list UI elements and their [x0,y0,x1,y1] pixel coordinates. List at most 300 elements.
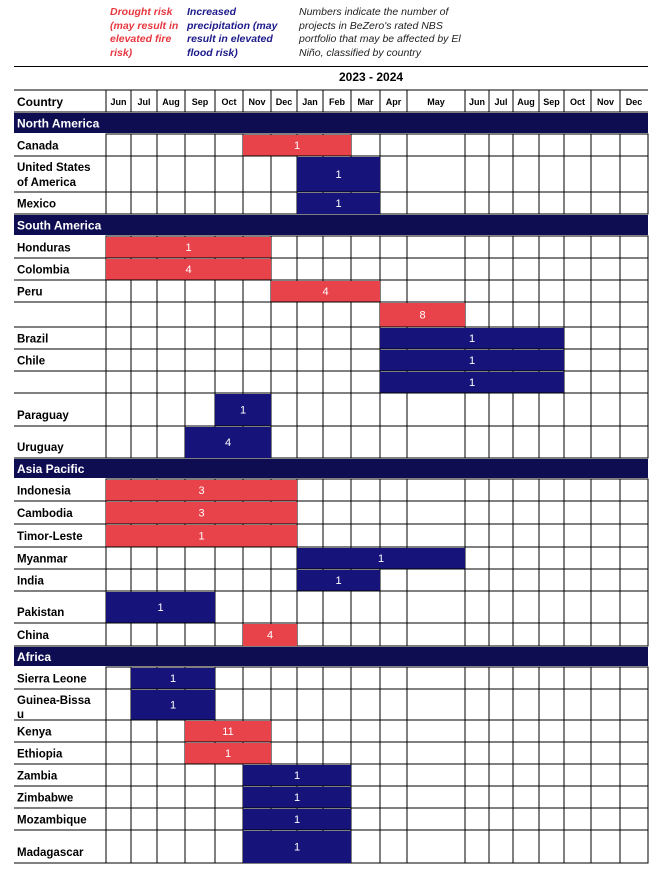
bar-count-label: 1 [157,602,164,614]
bar-count-label: 1 [224,748,232,760]
grid-cell [465,689,489,720]
month-header-3: Aug [162,97,180,107]
grid-cell [243,667,271,689]
grid-cell [513,524,539,547]
grid-cell [513,569,539,591]
grid-cell [323,479,351,501]
grid-cell [620,426,648,458]
grid-cell [215,623,243,646]
grid-cell [564,764,591,786]
grid-cell [351,808,380,830]
grid-cell [465,236,489,258]
grid-cell [271,302,297,327]
bar-count-label: 1 [335,198,342,210]
country-label: Myanmar [17,553,68,566]
grid-cell [380,236,407,258]
grid-cell [157,349,185,371]
grid-cell [465,524,489,547]
grid-cell [323,720,351,742]
grid-cell [215,808,243,830]
month-header-6: Nov [248,97,266,107]
grid-cell [620,786,648,808]
grid-cell [591,349,620,371]
bar-count-label: 1 [293,841,301,854]
grid-cell [591,327,620,349]
grid-cell [407,689,465,720]
grid-cell [465,720,489,742]
grid-cell [513,501,539,524]
grid-cell [513,689,539,720]
grid-cell [591,393,620,426]
grid-cell [539,302,564,327]
grid-cell [539,192,564,214]
grid-cell [351,393,380,426]
grid-cell [564,623,591,646]
grid-cell [323,302,351,327]
grid-cell [620,742,648,764]
grid-cell [185,302,215,327]
country-label: u [17,709,25,721]
grid-cell [620,349,648,371]
grid-cell [351,667,380,689]
grid-cell [106,192,131,214]
grid-cell [591,258,620,280]
grid-cell [106,569,131,591]
grid-cell [157,547,185,569]
grid-cell [539,720,564,742]
grid-cell [323,591,351,623]
country-label: Guinea-Bissa [17,695,91,707]
grid-cell [489,742,513,764]
grid-cell [157,156,185,192]
grid-cell [131,764,157,786]
grid-cell [297,327,323,349]
grid-cell [465,830,489,863]
grid-cell [620,808,648,830]
grid-cell [513,830,539,863]
grid-cell [539,623,564,646]
grid-cell [380,667,407,689]
grid-cell [513,786,539,808]
grid-cell [407,192,465,214]
grid-cell [351,591,380,623]
grid-cell [271,192,297,214]
grid-cell [271,426,297,458]
grid-cell [407,764,465,786]
grid-cell [351,524,380,547]
grid-cell [323,524,351,547]
grid-cell [323,623,351,646]
month-header-15: Aug [517,97,535,107]
grid-cell [215,156,243,192]
grid-cell [407,280,465,302]
grid-cell [215,689,243,720]
grid-cell [407,156,465,192]
grid-cell [513,742,539,764]
grid-cell [215,302,243,327]
month-header-4: Sep [191,97,209,107]
grid-cell [351,689,380,720]
grid-cell [380,192,407,214]
grid-cell [106,623,131,646]
grid-cell [465,742,489,764]
grid-cell [185,547,215,569]
grid-cell [271,689,297,720]
grid-cell [106,547,131,569]
grid-cell [620,569,648,591]
grid-cell [564,786,591,808]
grid-cell [380,591,407,623]
grid-cell [157,134,185,156]
grid-cell [539,258,564,280]
grid-cell [106,349,131,371]
grid-cell [380,689,407,720]
country-label: Indonesia [17,485,71,498]
grid-cell [380,426,407,458]
grid-cell [243,280,271,302]
month-header-9: Feb [328,97,346,107]
bar-count-label: 8 [419,309,426,322]
grid-cell [157,623,185,646]
grid-cell [591,236,620,258]
grid-cell [215,830,243,863]
country-label: of America [17,177,77,189]
grid-cell [407,426,465,458]
grid-cell [539,689,564,720]
grid-cell [297,689,323,720]
grid-cell [591,764,620,786]
grid-cell [539,667,564,689]
grid-cell [157,786,185,808]
grid-cell [243,569,271,591]
grid-cell [513,156,539,192]
region-band [14,113,648,133]
grid-cell [243,156,271,192]
grid-cell [380,720,407,742]
grid-cell [539,393,564,426]
country-label: China [17,630,49,642]
country-label: Pakistan [17,607,65,619]
month-header-10: Mar [357,97,374,107]
grid-cell [185,280,215,302]
grid-cell [380,134,407,156]
grid-cell [380,808,407,830]
bar-count-label: 4 [185,264,192,276]
grid-cell [620,236,648,258]
grid-cell [323,426,351,458]
grid-cell [591,667,620,689]
grid-cell [106,720,131,742]
region-band [14,215,648,235]
grid-cell [131,808,157,830]
bar-count-label: 1 [198,530,205,543]
grid-cell [106,156,131,192]
grid-cell [407,134,465,156]
grid-cell [620,667,648,689]
grid-cell [407,501,465,524]
grid-cell [380,742,407,764]
region-label: South America [17,218,102,233]
grid-cell [407,786,465,808]
grid-cell [131,569,157,591]
grid-cell [351,786,380,808]
country-column-header: Country [17,95,63,109]
grid-cell [131,327,157,349]
grid-cell [564,327,591,349]
grid-cell [591,426,620,458]
grid-cell [131,786,157,808]
grid-cell [564,720,591,742]
grid-cell [185,156,215,192]
grid-cell [489,280,513,302]
bar-count-label: 3 [198,507,205,520]
grid-cell [564,393,591,426]
grid-cell [243,192,271,214]
grid-cell [564,371,591,393]
country-label: Colombia [17,264,70,277]
grid-cell [106,371,131,393]
grid-cell [620,591,648,623]
grid-cell [297,302,323,327]
grid-cell [513,134,539,156]
grid-cell [380,280,407,302]
grid-cell [215,134,243,156]
grid-cell [131,393,157,426]
country-label: Chile [17,355,46,368]
grid-cell [489,808,513,830]
grid-cell [215,192,243,214]
grid-cell [564,808,591,830]
grid-cell [380,479,407,501]
bar-count-label: 1 [293,792,301,804]
grid-cell [215,786,243,808]
grid-cell [407,258,465,280]
grid-cell [513,623,539,646]
grid-cell [564,258,591,280]
grid-cell [564,547,591,569]
grid-cell [620,479,648,501]
grid-cell [351,501,380,524]
grid-cell [323,393,351,426]
grid-cell [215,280,243,302]
grid-cell [489,547,513,569]
grid-cell [271,742,297,764]
grid-cell [513,667,539,689]
grid-cell [465,764,489,786]
grid-cell [564,689,591,720]
grid-cell [185,830,215,863]
grid-cell [106,280,131,302]
grid-cell [106,134,131,156]
grid-cell [489,302,513,327]
grid-cell [185,786,215,808]
grid-cell [465,479,489,501]
grid-cell [539,236,564,258]
grid-cell [620,830,648,863]
grid-cell [620,689,648,720]
grid-cell [297,524,323,547]
grid-cell [380,393,407,426]
grid-cell [513,393,539,426]
grid-cell [489,689,513,720]
grid-cell [620,156,648,192]
grid-cell [106,786,131,808]
grid-cell [407,623,465,646]
region-band [14,459,648,478]
month-header-13: Jun [468,97,486,107]
bar-count-label: 1 [377,553,385,565]
grid-cell [539,764,564,786]
grid-cell [564,501,591,524]
grid-cell [539,479,564,501]
grid-cell [489,764,513,786]
grid-cell [380,156,407,192]
grid-cell [489,258,513,280]
country-label: Uruguay [17,442,64,454]
grid-cell [407,591,465,623]
grid-cell [351,623,380,646]
grid-cell [620,720,648,742]
grid-cell [513,258,539,280]
grid-cell [157,742,185,764]
grid-cell [539,830,564,863]
country-label: India [17,575,44,588]
grid-cell [620,393,648,426]
month-header-12: May [427,97,445,107]
grid-cell [351,479,380,501]
grid-cell [157,280,185,302]
grid-cell [351,134,380,156]
grid-cell [106,327,131,349]
grid-cell [489,720,513,742]
grid-cell [564,591,591,623]
grid-cell [591,134,620,156]
grid-cell [620,134,648,156]
grid-cell [351,327,380,349]
grid-cell [297,426,323,458]
grid-cell [271,393,297,426]
grid-cell [131,156,157,192]
grid-cell [513,192,539,214]
grid-cell [185,393,215,426]
grid-cell [407,830,465,863]
grid-cell [351,371,380,393]
grid-cell [297,667,323,689]
grid-cell [489,591,513,623]
country-label: Paraguay [17,410,69,422]
country-label: Madagascar [17,847,84,859]
grid-cell [489,134,513,156]
grid-cell [407,479,465,501]
grid-cell [489,569,513,591]
period-label: 2023 - 2024 [339,70,404,84]
bar-count-label: 1 [293,770,301,782]
grid-cell [591,547,620,569]
grid-cell [271,569,297,591]
grid-cell [271,720,297,742]
grid-cell [271,547,297,569]
grid-cell [539,808,564,830]
grid-cell [297,742,323,764]
grid-cell [131,349,157,371]
grid-cell [539,786,564,808]
grid-cell [591,501,620,524]
month-header-17: Oct [569,97,586,107]
grid-cell [157,371,185,393]
bar-count-label: 4 [266,629,274,642]
grid-cell [591,371,620,393]
grid-cell [489,786,513,808]
grid-cell [465,134,489,156]
grid-cell [106,808,131,830]
grid-cell [271,349,297,371]
grid-cell [271,258,297,280]
grid-cell [106,667,131,689]
grid-cell [407,720,465,742]
grid-cell [351,764,380,786]
month-header-5: Oct [221,97,237,107]
grid-cell [131,720,157,742]
grid-cell [106,830,131,863]
bar-count-label: 3 [198,485,205,497]
grid-cell [351,349,380,371]
grid-cell [323,742,351,764]
grid-cell [465,808,489,830]
grid-cell [185,623,215,646]
region-label: Africa [17,650,52,664]
month-header-14: Jul [494,97,508,107]
bar-count-label: 1 [335,575,342,587]
grid-cell [564,349,591,371]
grid-cell [157,192,185,214]
grid-cell [465,667,489,689]
grid-cell [351,258,380,280]
legend-drought: Drought risk (may result in elevated fire risk) [110,6,179,59]
bar-count-label: 1 [468,355,476,367]
grid-cell [620,623,648,646]
month-header-19: Dec [625,97,643,107]
grid-cell [131,547,157,569]
grid-cell [106,302,131,327]
grid-cell [380,786,407,808]
grid-cell [465,302,489,327]
grid-cell [351,742,380,764]
country-label: Zimbabwe [17,792,74,805]
country-label: Cambodia [17,508,73,520]
grid-cell [271,327,297,349]
grid-cell [564,426,591,458]
grid-cell [131,134,157,156]
grid-cell [243,327,271,349]
grid-cell [271,591,297,623]
grid-cell [407,393,465,426]
grid-cell [539,742,564,764]
grid-cell [407,742,465,764]
bar-count-label: 4 [322,286,329,298]
grid-cell [271,236,297,258]
grid-cell [513,547,539,569]
grid-cell [323,236,351,258]
grid-cell [157,808,185,830]
grid-cell [351,302,380,327]
region-band [14,647,648,666]
grid-cell [539,569,564,591]
grid-cell [297,479,323,501]
country-label: Ethiopia [17,748,63,761]
grid-cell [380,830,407,863]
grid-cell [620,524,648,547]
grid-cell [243,591,271,623]
